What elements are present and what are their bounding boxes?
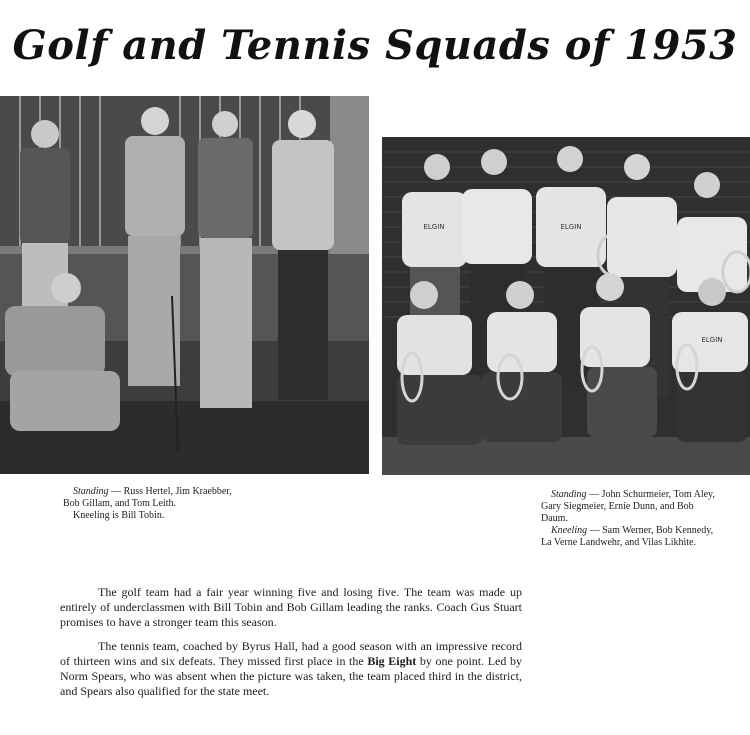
golf-team-photo-illustration [0,96,369,474]
article-body [60,585,522,708]
tennis-shirt-emblem-2: ELGIN [560,223,582,231]
tennis-caption-kneeling [541,525,719,549]
tennis-photo-caption [541,489,719,549]
tennis-paragraph-part-a: The tennis team, coached by Byrus Hall, had a good season with an impressive record of thirteen wins and six defeats. They missed first place in the [60,639,522,668]
page-title: Golf and Tennis Squads of 1953 [12,22,738,69]
golf-caption-standing-label: Standing [73,486,109,497]
tennis-paragraph-bold: Big Eight [367,654,417,668]
tennis-caption-standing-label: Standing [551,489,587,500]
tennis-caption-standing [541,489,719,525]
tennis-paragraph-part-b: by one point. Led by Norm Spears, who was absent when the picture was taken, the team placed third in the district, and Spears also qualified for the state meet. [60,654,522,698]
tennis-team-photo-illustration [382,137,750,475]
golf-team-photo [0,96,369,474]
golf-paragraph: The golf team had a fair year winning five and losing five. The team was made up entirely of underclassmen with Bill Tobin and Bob Gillam leading the ranks. Coach Gus Stuart promises to have a stronger team this season. [60,585,522,629]
tennis-paragraph [60,639,522,699]
tennis-caption-kneeling-label: Kneeling [551,525,588,536]
tennis-shirt-emblem-1: ELGIN [423,223,445,231]
tennis-caption-standing-names: — John Schurmeier, Tom Aley, Gary Siegmeier, Ernie Dunn, and Bob Daum. [541,489,715,524]
golf-caption-standing-names: — Russ Hertel, Jim Kraebber, Bob Gillam, and Tom Leith. [63,486,232,509]
golf-photo-caption [63,486,233,522]
golf-caption-kneeling: Kneeling is Bill Tobin. [73,510,165,521]
tennis-caption-kneeling-names: — Sam Werner, Bob Kennedy, La Verne Landwehr, and Vilas Likhite. [541,525,714,548]
tennis-team-photo [382,137,750,475]
golf-caption-standing [63,486,233,510]
tennis-shirt-emblem-3: ELGIN [701,336,723,344]
